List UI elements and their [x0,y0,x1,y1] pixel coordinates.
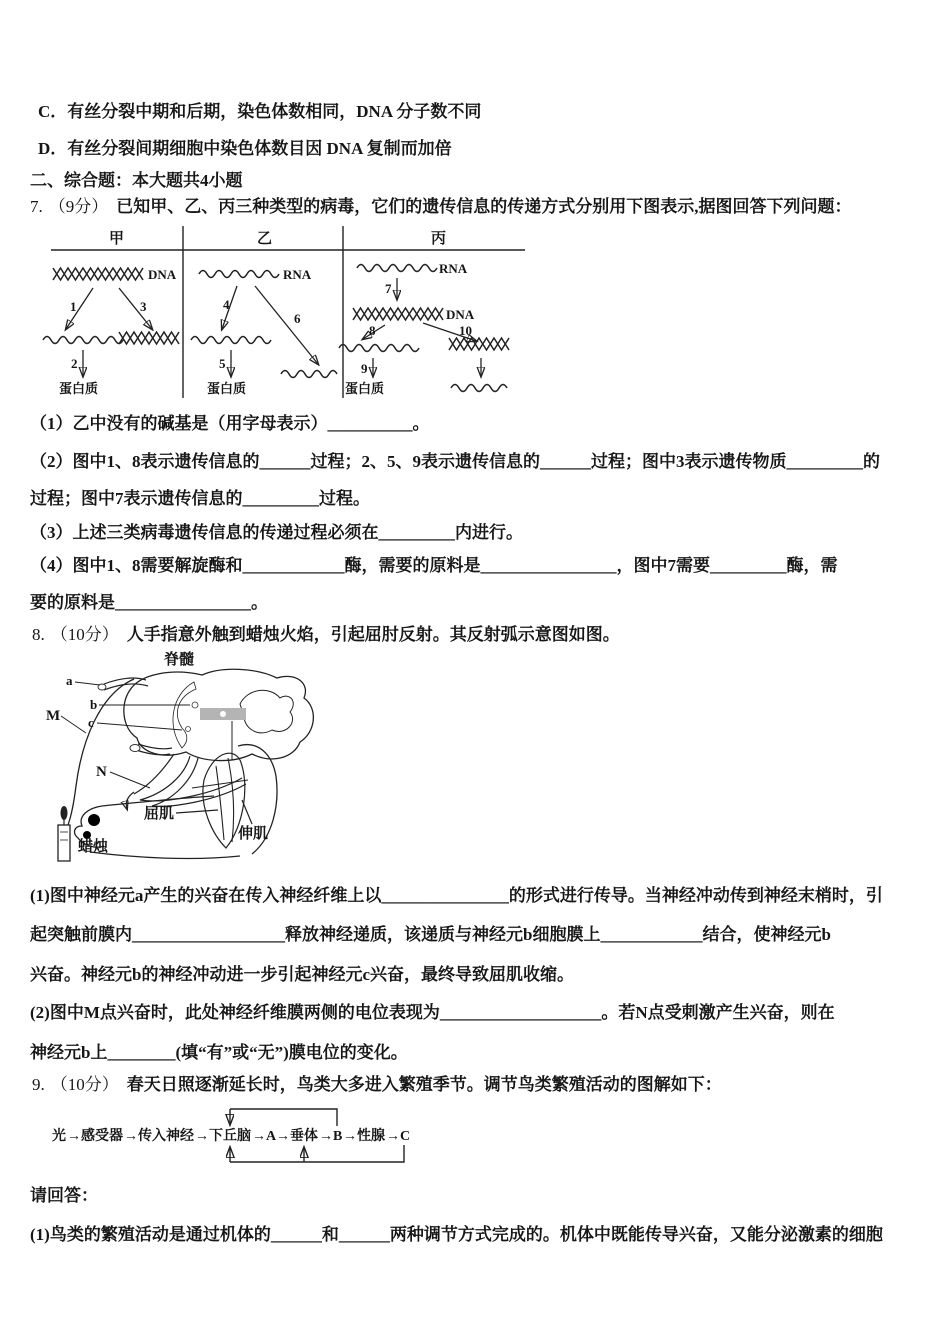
feedback-b-line [230,1109,337,1126]
chain-hypothalamus: 下丘脑 [209,1129,251,1144]
arrow-7-label: 7 [385,281,392,296]
arrow-3-label: 3 [140,299,147,314]
mrna-zigzag [191,337,271,344]
chain-gonad: 性腺 [357,1129,385,1144]
arrow-3 [119,288,152,329]
q7-part-1: （1）乙中没有的碱基是（用字母表示）__________。 [30,414,430,433]
point-m-pointer [61,716,86,733]
point-c-pointer [97,723,182,730]
question-7-score: （9分） [48,197,109,216]
arrow-9-label: 9 [361,361,368,376]
dna-product-zigzag [119,332,179,344]
chain-arrow: → [67,1129,81,1144]
arrow-6 [255,286,318,364]
feedback-c-line [230,1145,404,1162]
chain-arrow: → [319,1129,333,1144]
candle-body [58,825,70,861]
point-c-label: c [88,715,94,730]
chain-light: 光 [52,1129,66,1144]
chain-pituitary: 垂体 [290,1129,318,1144]
question-7-number: 7. [30,197,43,216]
option-d-label: D． [38,139,68,158]
reflex-arc-diagram [42,648,352,866]
arrow-2-label: 2 [71,356,78,371]
dna-zigzag [353,308,443,320]
rna-product-zigzag [281,371,337,378]
point-n-label: N [96,764,107,780]
rna-product-zigzag [451,385,507,392]
protein-label: 蛋白质 [345,381,385,396]
q7-part-4-line1: （4）图中1、8需要解旋酶和____________酶，需要的原料是________________，图中7需要_________酶，需 [30,556,838,575]
question-8-stem [32,625,620,645]
q9-part-1: (1)鸟类的繁殖活动是通过机体的______和______两种调节方式完成的。机体中既能传导兴奋，又能分泌激素的细胞 [30,1225,883,1244]
extensor-pointer [242,800,252,824]
candle-flame [61,806,68,820]
point-a-pointer [75,682,100,685]
gray-matter-right-lobe [240,690,293,733]
column-bing-title: 丙 [431,231,447,247]
q8-part-1-line1: (1)图中神经元a产生的兴奋在传入神经纤维上以_______________的形式进行传导。当神经冲动传到神经末梢时，引 [30,886,883,905]
chain-arrow: → [386,1129,400,1144]
yi-column [191,267,337,396]
synapse-dot-b [192,702,198,708]
question-7-text: 已知甲、乙、丙三种类型的病毒，它们的遗传信息的传递方式分别用下图表示,据图回答下列问题： [116,197,852,216]
arm-outline [60,679,246,859]
flexor-label: 屈肌 [144,806,175,822]
q8-part-2-line1: (2)图中M点兴奋时，此处神经纤维膜两侧的电位表现为___________________。若N点受刺激产生兴奋，则在 [30,1003,835,1022]
point-b-label: b [90,697,98,712]
column-yi-title: 乙 [257,231,273,247]
question-8-score: （10分） [50,625,119,644]
option-c-label: C． [38,102,68,121]
protein-label: 蛋白质 [59,381,99,396]
dna-zigzag [53,268,143,280]
flexion-arrow [126,792,134,809]
extensor-label: 伸肌 [238,826,269,842]
option-d-text: 有丝分裂间期细胞中染色体数目因 DNA 复制而加倍 [67,139,452,158]
chain-hormone-b: B [333,1129,343,1144]
chain-arrow: → [276,1129,290,1144]
dna-label: DNA [148,267,177,282]
synapse-dot-c [186,727,191,732]
q9-prompt: 请回答： [30,1186,98,1205]
spinal-cord-section [124,669,314,760]
question-9-number: 9. [32,1075,45,1094]
spinal-cord-label: 脊髓 [164,652,195,668]
central-canal [220,711,226,717]
nerve-roots [98,678,172,755]
question-8-text: 人手指意外触到蜡烛火焰，引起屈肘反射。其反射弧示意图如图。 [126,625,620,644]
virus-diagram [33,226,533,398]
section-header: 二、综合题：本大题共4小题 [30,171,243,190]
q8-part-2-line2: 神经元b上________(填“有”或“无”)膜电位的变化。 [30,1043,408,1062]
chain-arrow: → [195,1129,209,1144]
mrna-zigzag [43,337,123,344]
candle-label: 蜡烛 [78,839,109,855]
dna-product-zigzag [449,338,509,350]
rna-label: RNA [439,261,468,276]
question-9-stem [32,1075,722,1095]
question-9-text: 春天日照逐渐延长时，鸟类大多进入繁殖季节。调节鸟类繁殖活动的图解如下： [126,1075,722,1094]
chain-arrow: → [252,1129,266,1144]
chain-afferent-nerve: 传入神经 [138,1129,194,1144]
arrow-6-label: 6 [294,311,301,326]
rna-label: RNA [283,267,312,282]
flexor-pointer [176,810,218,813]
point-a-label: a [66,673,73,688]
point-m-label: M [46,708,61,724]
q7-part-3: （3）上述三类病毒遗传信息的传递过程必须在_________内进行。 [30,523,523,542]
chain-hormone-a: A [266,1129,277,1144]
q7-part-4-line2: 要的原料是________________。 [30,593,268,612]
chain-arrow: → [124,1129,138,1144]
bing-column [339,261,509,396]
mrna-zigzag [339,345,419,352]
dna-label: DNA [446,307,475,322]
chain-receptor: 感受器 [81,1129,123,1144]
chain-arrow: → [343,1129,357,1144]
gray-matter-left-horn [173,682,196,748]
q7-part-2-line1: （2）图中1、8表示遗传信息的______过程；2、5、9表示遗传信息的______过程；图中3表示遗传物质_________的 [30,452,880,471]
jia-column [43,267,179,396]
point-n-pointer [110,772,150,788]
arrow-10-label: 10 [459,323,472,338]
rna-zigzag [357,265,437,272]
option-c-text: 有丝分裂中期和后期，染色体数相同，DNA 分子数不同 [67,102,482,121]
arrow-4-label: 4 [223,297,230,312]
question-9-score: （10分） [50,1075,119,1094]
q8-part-1-line3: 兴奋。神经元b的神经冲动进一步引起神经元c兴奋，最终导致屈肌收缩。 [30,965,574,984]
q7-part-2-line2: 过程；图中7表示遗传信息的_________过程。 [30,489,370,508]
bird-regulation-diagram [28,1096,448,1176]
option-c [38,102,481,122]
arrow-5-label: 5 [219,356,226,371]
q8-part-1-line2: 起突触前膜内__________________释放神经递质，该递质与神经元b细胞膜上____________结合，使神经元b [30,925,831,944]
column-jia-title: 甲 [109,231,125,247]
chain-hormone-c: C [400,1129,411,1144]
option-d [38,139,452,159]
protein-label: 蛋白质 [207,381,247,396]
candle [58,806,70,861]
arrow-8-label: 8 [369,323,376,338]
arrow-1-label: 1 [70,299,77,314]
question-7-stem [30,197,852,217]
question-8-number: 8. [32,625,45,644]
rna-zigzag [199,271,279,278]
